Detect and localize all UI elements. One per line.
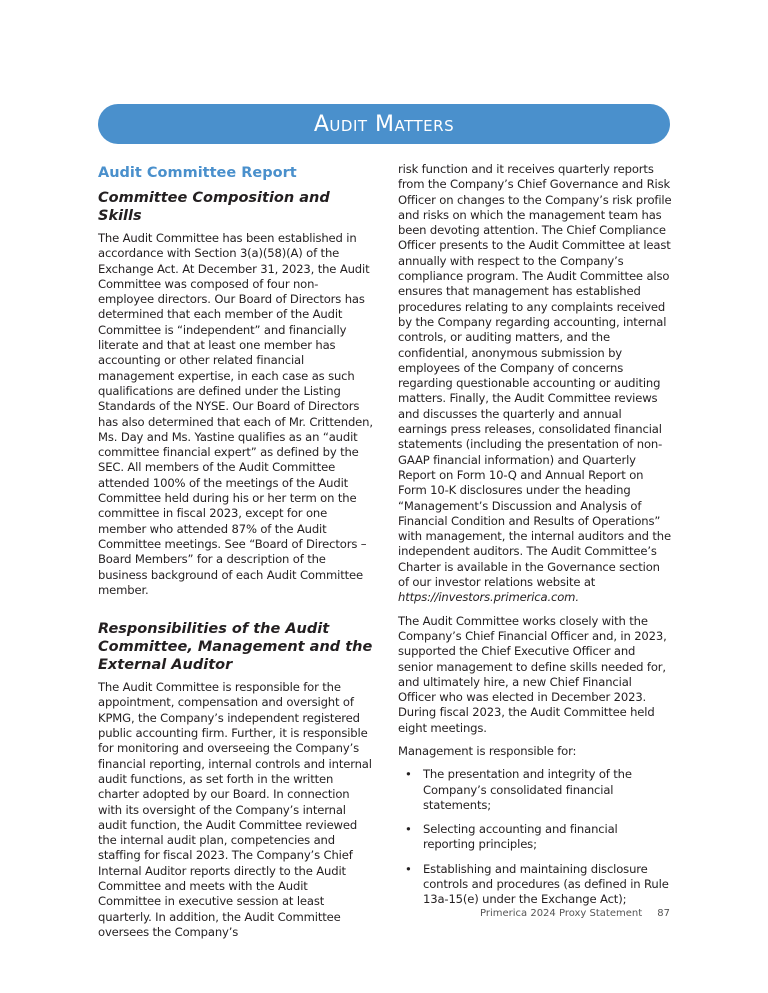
page-footer xyxy=(480,908,670,919)
list-item xyxy=(398,767,672,813)
left-column xyxy=(98,160,374,948)
page-title: Audit Matters xyxy=(313,111,455,137)
bullet-icon: • xyxy=(405,822,412,837)
section-heading: Audit Committee Report xyxy=(98,165,297,181)
bullet-icon: • xyxy=(405,861,412,876)
bullet-icon: • xyxy=(405,767,412,782)
management-list-intro: Management is responsible for: xyxy=(398,743,577,758)
risk-function-paragraph xyxy=(398,162,672,606)
subsection-heading-composition: Committee Composition and Skills xyxy=(98,190,330,224)
management-responsibilities-list xyxy=(398,767,672,907)
page-number: 87 xyxy=(657,908,670,919)
right-column xyxy=(398,162,672,917)
investor-relations-link[interactable]: https://investors.primerica.com. xyxy=(398,590,579,605)
footer-publication: Primerica 2024 Proxy Statement xyxy=(480,908,643,919)
subsection-heading-responsibilities: Responsibilities of the Audit Committee, Management and the External Auditor xyxy=(98,621,373,674)
list-item-text: Selecting accounting and financial reporting principles; xyxy=(423,822,618,852)
risk-function-text: risk function and it receives quarterly reports from the Company’s Chief Governance and Risk Officer on changes to the Company’s risk profile and risks on which the management team has been devoting attention. The Chief Compliance Officer presents to the Audit Committee at least annually with respect to the Company’s compliance program. The Audit Committee also ensures that management has established procedures relating to any complaints received by the Company regarding accounting, internal controls, or auditing matters, and the confidential, anonymous submission by employees of the Company of concerns regarding questionable accounting or auditing matters. Finally, the Audit Committee reviews and discusses the quarterly and annual earnings press releases, consolidated financial statements (including the presentation of non-GAAP financial information) and Quarterly Report on Form 10-Q and Annual Report on Form 10-K disclosures under the heading “Management’s Discussion and Analysis of Financial Condition and Results of Operations” with management, the internal auditors and the independent auditors. The Audit Committee’s Charter is available in the Governance section of our investor relations website at xyxy=(398,162,672,590)
list-item xyxy=(398,862,672,908)
cfo-paragraph: The Audit Committee works closely with the Company’s Chief Financial Officer and, in 2023, supported the Chief Executive Officer and senior management to define skills needed for, and ultimately hire, a new Chief Financial Officer who was elected in December 2023. During fiscal 2023, the Audit Committee held eight meetings. xyxy=(398,613,667,735)
list-item-text: Establishing and maintaining disclosure controls and procedures (as defined in Rule 13a-15(e) under the Exchange Act); xyxy=(423,861,669,907)
section-banner xyxy=(98,104,670,144)
responsibilities-paragraph: The Audit Committee is responsible for the appointment, compensation and oversight of KPMG, the Company’s independent registered public accounting firm. Further, it is responsible for monitoring and overseeing the Company’s financial reporting, internal controls and internal audit functions, as set forth in the written charter adopted by our Board. In connection with its oversight of the Company’s internal audit function, the Audit Committee reviewed the internal audit plan, competencies and staffing for fiscal 2023. The Company’s Chief Internal Auditor reports directly to the Audit Committee and meets with the Audit Committee in executive session at least quarterly. In addition, the Audit Committee oversees the Company’s xyxy=(98,680,372,939)
list-item-text: The presentation and integrity of the Company’s consolidated financial statements; xyxy=(423,767,632,812)
list-item xyxy=(398,822,672,853)
composition-paragraph: The Audit Committee has been established in accordance with Section 3(a)(58)(A) of the Exchange Act. At December 31, 2023, the Audit Committee was composed of four non-employee directors. Our Board of Directors has determined that each member of the Audit Committee is “independent” and financially literate and that at least one member has accounting or other related financial management expertise, in each case as such qualifications are defined under the Listing Standards of the NYSE. Our Board of Directors has also determined that each of Mr. Crittenden, Ms. Day and Ms. Yastine qualifies as an “audit committee financial expert” as defined by the SEC. All members of the Audit Committee attended 100% of the meetings of the Audit Committee held during his or her term on the committee in fiscal 2023, except for one member who attended 87% of the Audit Committee meetings. See “Board of Directors – Board Members” for a description of the business background of each Audit Committee member. xyxy=(98,231,373,597)
